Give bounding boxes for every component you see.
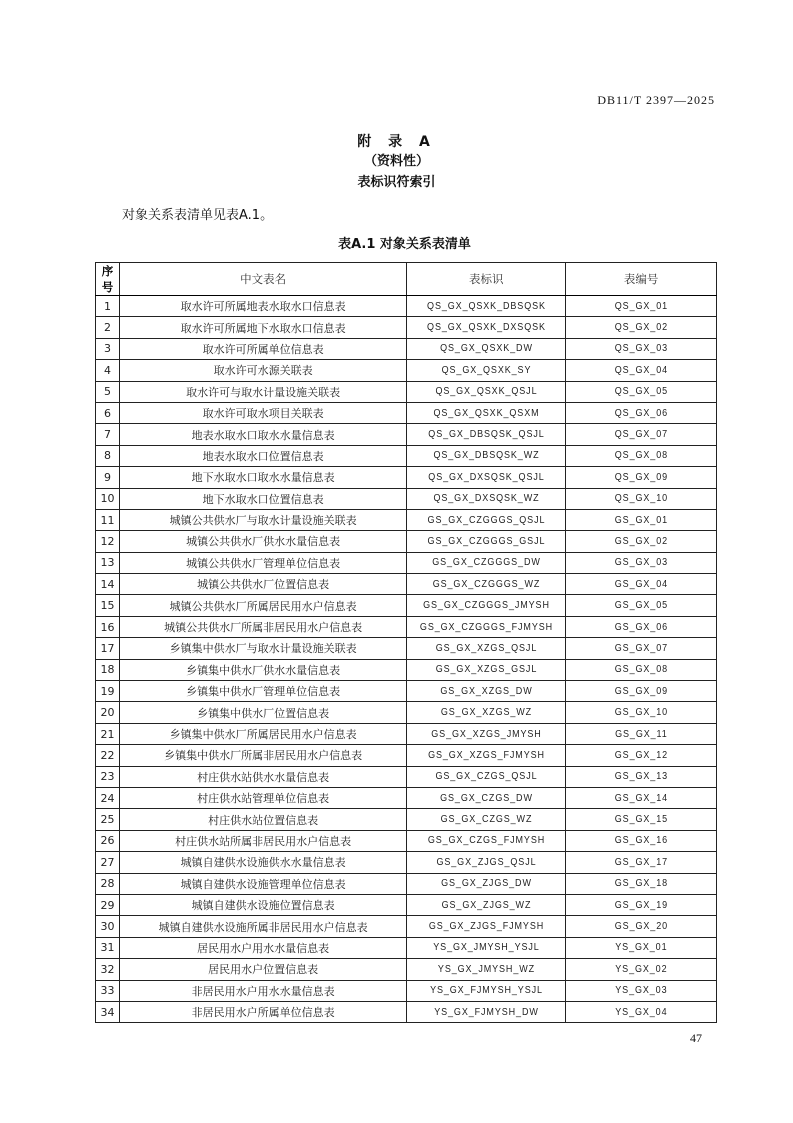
cell-table-id: QS_GX_QSXK_SY [415,360,558,381]
cell-chinese-name: 取水许可取水项目关联表 [119,402,406,423]
cell-table-number: GS_GX_13 [573,766,709,787]
cell-table-id: GS_GX_XZGS_QSJL [415,638,558,659]
cell-index: 11 [96,509,120,530]
cell-table-number: GS_GX_08 [573,659,709,680]
table-row [96,702,717,723]
cell-index: 7 [96,424,120,445]
table-row [96,360,717,381]
appendix-subtitle: 表标识符索引 [357,175,436,190]
table-row [96,402,717,423]
cell-chinese-name: 城镇公共供水厂所属居民用水户信息表 [119,595,406,616]
table-caption: 表A.1 对象关系表清单 [338,237,471,252]
cell-table-number: QS_GX_01 [573,296,709,317]
cell-table-number: GS_GX_04 [573,574,709,595]
cell-table-number: GS_GX_05 [573,595,709,616]
cell-table-number: GS_GX_03 [573,552,709,573]
cell-index: 3 [96,338,120,359]
cell-index: 10 [96,488,120,509]
cell-table-id: GS_GX_XZGS_FJMYSH [415,745,558,766]
table-row [96,445,717,466]
cell-table-id: QS_GX_DBSQSK_QSJL [415,424,558,445]
cell-index: 34 [96,1001,120,1022]
cell-chinese-name: 村庄供水站位置信息表 [119,809,406,830]
cell-index: 1 [96,296,120,317]
cell-index: 25 [96,809,120,830]
table-row [96,317,717,338]
table-row [96,894,717,915]
table-row [96,980,717,1001]
table-row [96,873,717,894]
cell-table-number: GS_GX_19 [573,894,709,915]
cell-index: 27 [96,852,120,873]
cell-index: 5 [96,381,120,402]
table-row [96,531,717,552]
cell-table-id: QS_GX_DBSQSK_WZ [415,445,558,466]
cell-chinese-name: 城镇自建供水设施管理单位信息表 [119,873,406,894]
cell-index: 22 [96,745,120,766]
cell-chinese-name: 城镇公共供水厂与取水计量设施关联表 [119,509,406,530]
table-row [96,809,717,830]
cell-chinese-name: 乡镇集中供水厂供水水量信息表 [119,659,406,680]
cell-index: 15 [96,595,120,616]
cell-chinese-name: 乡镇集中供水厂所属居民用水户信息表 [119,723,406,744]
object-relation-table [95,262,717,1023]
cell-table-id: GS_GX_CZGGGS_FJMYSH [415,616,558,637]
cell-index: 31 [96,937,120,958]
cell-chinese-name: 地表水取水口取水水量信息表 [119,424,406,445]
cell-index: 33 [96,980,120,1001]
cell-table-id: YS_GX_FJMYSH_DW [415,1001,558,1022]
cell-index: 8 [96,445,120,466]
cell-table-number: QS_GX_06 [573,402,709,423]
cell-chinese-name: 取水许可所属地表水取水口信息表 [119,296,406,317]
cell-table-number: QS_GX_03 [573,338,709,359]
cell-chinese-name: 乡镇集中供水厂与取水计量设施关联表 [119,638,406,659]
cell-chinese-name: 居民用水户位置信息表 [119,959,406,980]
cell-table-id: QS_GX_QSXK_QSXM [415,402,558,423]
table-row [96,745,717,766]
cell-index: 24 [96,787,120,808]
table-row [96,723,717,744]
col-header-table-number: 表编号 [566,263,717,296]
cell-table-id: GS_GX_ZJGS_WZ [415,894,558,915]
cell-chinese-name: 乡镇集中供水厂位置信息表 [119,702,406,723]
cell-table-number: QS_GX_09 [573,467,709,488]
cell-index: 18 [96,659,120,680]
cell-table-id: GS_GX_CZGGGS_DW [415,552,558,573]
table-row [96,659,717,680]
table-row [96,681,717,702]
cell-table-number: GS_GX_07 [573,638,709,659]
appendix-type: （资料性） [363,154,429,169]
cell-chinese-name: 地表水取水口位置信息表 [119,445,406,466]
cell-table-id: GS_GX_XZGS_WZ [415,702,558,723]
cell-chinese-name: 取水许可水源关联表 [119,360,406,381]
table-row [96,787,717,808]
cell-chinese-name: 取水许可所属地下水取水口信息表 [119,317,406,338]
cell-table-number: QS_GX_08 [573,445,709,466]
cell-table-id: GS_GX_CZGS_DW [415,787,558,808]
cell-table-id: YS_GX_JMYSH_WZ [415,959,558,980]
table-row [96,509,717,530]
cell-index: 4 [96,360,120,381]
intro-text: 对象关系表清单见表A.1。 [122,208,274,223]
cell-table-id: GS_GX_ZJGS_QSJL [415,852,558,873]
cell-table-id: GS_GX_ZJGS_DW [415,873,558,894]
cell-chinese-name: 城镇公共供水厂位置信息表 [119,574,406,595]
cell-table-number: GS_GX_15 [573,809,709,830]
page-number: 47 [690,1031,702,1045]
cell-table-id: GS_GX_CZGS_WZ [415,809,558,830]
table-row [96,574,717,595]
cell-chinese-name: 城镇公共供水厂管理单位信息表 [119,552,406,573]
cell-chinese-name: 村庄供水站供水水量信息表 [119,766,406,787]
cell-chinese-name: 居民用水户用水水量信息表 [119,937,406,958]
table-row [96,552,717,573]
cell-table-id: QS_GX_QSXK_DXSQSK [415,317,558,338]
table-row [96,488,717,509]
cell-chinese-name: 地下水取水口取水水量信息表 [119,467,406,488]
col-header-chinese-name: 中文表名 [119,263,406,296]
cell-table-id: GS_GX_XZGS_DW [415,681,558,702]
col-header-index: 序号 [96,263,120,296]
cell-table-number: GS_GX_18 [573,873,709,894]
cell-index: 26 [96,830,120,851]
cell-table-id: GS_GX_CZGGGS_JMYSH [415,595,558,616]
cell-table-number: YS_GX_01 [573,937,709,958]
col-header-table-id: 表标识 [407,263,566,296]
table-row [96,1001,717,1022]
cell-chinese-name: 非居民用水户所属单位信息表 [119,1001,406,1022]
table-row [96,424,717,445]
cell-index: 29 [96,894,120,915]
table-header-row [96,263,717,296]
cell-table-id: YS_GX_FJMYSH_YSJL [415,980,558,1001]
cell-table-number: GS_GX_17 [573,852,709,873]
table-row [96,916,717,937]
cell-chinese-name: 地下水取水口位置信息表 [119,488,406,509]
cell-table-number: YS_GX_03 [573,980,709,1001]
table-row [96,766,717,787]
cell-table-number: GS_GX_11 [573,723,709,744]
table-row [96,595,717,616]
table-row [96,616,717,637]
cell-table-id: GS_GX_CZGGGS_QSJL [415,509,558,530]
table-body [96,296,717,1023]
cell-table-number: GS_GX_06 [573,616,709,637]
cell-index: 20 [96,702,120,723]
cell-table-id: GS_GX_XZGS_GSJL [415,659,558,680]
cell-table-id: QS_GX_DXSQSK_QSJL [415,467,558,488]
cell-table-number: GS_GX_01 [573,509,709,530]
cell-chinese-name: 乡镇集中供水厂管理单位信息表 [119,681,406,702]
cell-chinese-name: 村庄供水站管理单位信息表 [119,787,406,808]
cell-table-number: YS_GX_04 [573,1001,709,1022]
cell-table-number: QS_GX_10 [573,488,709,509]
cell-chinese-name: 城镇自建供水设施所属非居民用水户信息表 [119,916,406,937]
cell-table-id: YS_GX_JMYSH_YSJL [415,937,558,958]
cell-index: 21 [96,723,120,744]
cell-table-id: QS_GX_QSXK_QSJL [415,381,558,402]
table-row [96,830,717,851]
cell-chinese-name: 村庄供水站所属非居民用水户信息表 [119,830,406,851]
cell-index: 12 [96,531,120,552]
cell-index: 28 [96,873,120,894]
cell-index: 14 [96,574,120,595]
cell-index: 2 [96,317,120,338]
cell-index: 9 [96,467,120,488]
cell-chinese-name: 城镇自建供水设施供水水量信息表 [119,852,406,873]
cell-chinese-name: 取水许可所属单位信息表 [119,338,406,359]
cell-table-number: QS_GX_07 [573,424,709,445]
cell-table-id: GS_GX_XZGS_JMYSH [415,723,558,744]
cell-table-id: QS_GX_DXSQSK_WZ [415,488,558,509]
cell-table-number: GS_GX_10 [573,702,709,723]
table-row [96,852,717,873]
appendix-title: 附 录 A [357,134,436,150]
cell-index: 13 [96,552,120,573]
table-row [96,467,717,488]
cell-index: 19 [96,681,120,702]
cell-table-id: GS_GX_CZGS_QSJL [415,766,558,787]
cell-index: 17 [96,638,120,659]
cell-chinese-name: 非居民用水户用水水量信息表 [119,980,406,1001]
standard-number: DB11/T 2397—2025 [597,93,715,107]
cell-chinese-name: 城镇自建供水设施位置信息表 [119,894,406,915]
table-row [96,296,717,317]
cell-chinese-name: 乡镇集中供水厂所属非居民用水户信息表 [119,745,406,766]
cell-table-number: QS_GX_05 [573,381,709,402]
cell-index: 32 [96,959,120,980]
cell-table-id: QS_GX_QSXK_DBSQSK [415,296,558,317]
cell-chinese-name: 城镇公共供水厂所属非居民用水户信息表 [119,616,406,637]
cell-index: 16 [96,616,120,637]
cell-table-id: GS_GX_ZJGS_FJMYSH [415,916,558,937]
cell-index: 23 [96,766,120,787]
table-row [96,937,717,958]
cell-table-number: GS_GX_14 [573,787,709,808]
cell-table-id: GS_GX_CZGS_FJMYSH [415,830,558,851]
cell-table-number: YS_GX_02 [573,959,709,980]
cell-table-number: QS_GX_02 [573,317,709,338]
cell-index: 30 [96,916,120,937]
table-row [96,381,717,402]
cell-table-number: GS_GX_12 [573,745,709,766]
cell-chinese-name: 取水许可与取水计量设施关联表 [119,381,406,402]
cell-index: 6 [96,402,120,423]
cell-table-number: QS_GX_04 [573,360,709,381]
cell-table-id: GS_GX_CZGGGS_GSJL [415,531,558,552]
cell-table-number: GS_GX_09 [573,681,709,702]
table-row [96,959,717,980]
cell-table-id: QS_GX_QSXK_DW [415,338,558,359]
cell-table-number: GS_GX_16 [573,830,709,851]
table-row [96,338,717,359]
table-row [96,638,717,659]
cell-table-id: GS_GX_CZGGGS_WZ [415,574,558,595]
cell-table-number: GS_GX_20 [573,916,709,937]
cell-chinese-name: 城镇公共供水厂供水水量信息表 [119,531,406,552]
cell-table-number: GS_GX_02 [573,531,709,552]
